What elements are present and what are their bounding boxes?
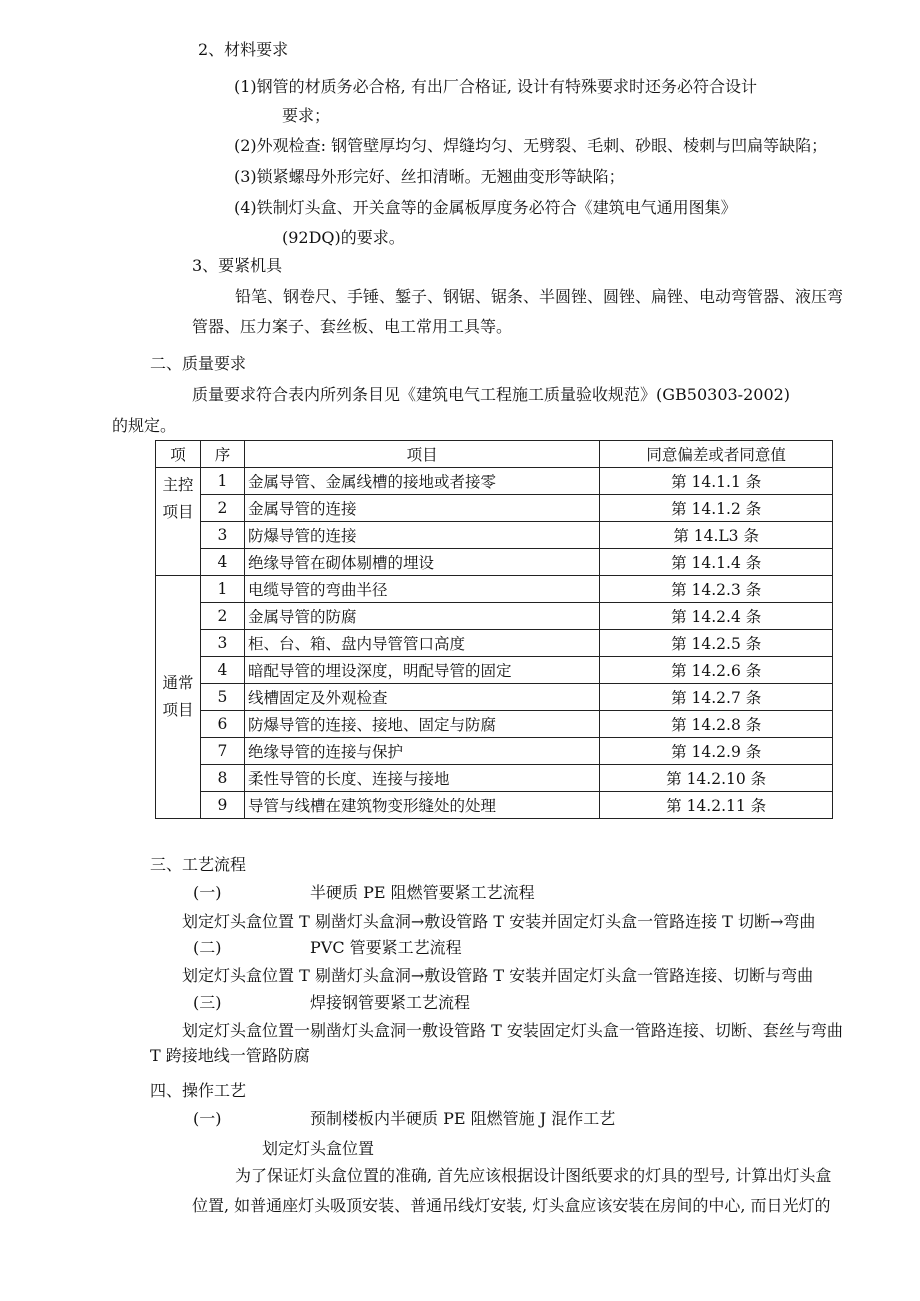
operation-1-title: 预制楼板内半硬质 PE 阻燃管施 J 混作工艺 [310,1109,616,1128]
group-general: 通常项目 [156,576,201,819]
material-item-4-cont: (92DQ)的要求。 [282,228,405,247]
material-item-3: (3)锁紧螺母外形完好、丝扣清晰。无翘曲变形等缺陷； [234,167,625,186]
operation-1-paragraph: 为了保证灯头盒位置的准确, 首先应该根据设计图纸要求的灯具的型号, 计算出灯头盒 [235,1166,832,1185]
section-quality-heading: 二、质量要求 [150,354,247,373]
row-ref: 第 14.2.9 条 [600,738,833,765]
table-row [156,468,833,495]
row-ref: 第 14.2.3 条 [600,576,833,603]
row-item: 导管与线槽在建筑物变形缝处的处理 [244,792,599,819]
process-3-number: (三) [193,993,222,1012]
header-category: 项 [156,441,201,468]
quality-paragraph: 质量要求符合表内所列条目见《建筑电气工程施工质量验收规范》(GB50303-2002) [192,385,791,404]
row-number: 5 [200,684,244,711]
row-number: 2 [200,495,244,522]
quality-paragraph-cont: 的规定。 [112,416,177,435]
row-item: 金属导管的连接 [244,495,599,522]
operation-1-paragraph-cont: 位置, 如普通座灯头吸顶安装、普通吊线灯安装, 灯头盒应该安装在房间的中心, 而日光灯的 [192,1196,831,1215]
table-row [156,765,833,792]
material-item-4: (4)铁制灯头盒、开关盒等的金属板厚度务必符合《建筑电气通用图集》 [234,198,737,217]
row-item: 绝缘导管的连接与保护 [244,738,599,765]
row-item: 柔性导管的长度、连接与接地 [244,765,599,792]
row-item: 电缆导管的弯曲半径 [244,576,599,603]
row-ref: 第 14.1.1 条 [600,468,833,495]
row-number: 3 [200,630,244,657]
row-number: 3 [200,522,244,549]
row-item: 线槽固定及外观检查 [244,684,599,711]
material-item-1-cont: 要求； [282,106,331,125]
row-number: 4 [200,657,244,684]
row-item: 暗配导管的埋设深度，明配导管的固定 [244,657,599,684]
row-item: 防爆导管的连接 [244,522,599,549]
row-number: 1 [200,576,244,603]
process-3-title: 焊接钢管要紧工艺流程 [310,993,471,1012]
row-number: 9 [200,792,244,819]
row-item: 防爆导管的连接、接地、固定与防腐 [244,711,599,738]
header-item: 项目 [244,441,599,468]
process-1-flow: 划定灯头盒位置 T 剔凿灯头盒洞→敷设管路 T 安装并固定灯头盒一管路连接 T 切断→弯曲 [182,912,816,931]
tools-paragraph: 铅笔、钢卷尺、手锤、錾子、钢锯、锯条、半圆锉、圆锉、扁锉、电动弯管器、液压弯 [235,287,844,306]
table-row [156,738,833,765]
table-header-row [156,441,833,468]
section-operation-heading: 四、操作工艺 [150,1081,247,1100]
row-item: 金属导管、金属线槽的接地或者接零 [244,468,599,495]
table-row [156,657,833,684]
process-3-flow-cont: T 跨接地线一管路防腐 [150,1046,310,1065]
group-main-control: 主控项目 [156,468,201,576]
material-item-1: (1)钢管的材质务必合格, 有出厂合格证, 设计有特殊要求时还务必符合设计 [234,77,758,96]
section-tools-heading: 3、要紧机具 [192,256,283,275]
process-2-number: (二) [193,938,222,957]
row-ref: 第 14.2.10 条 [600,765,833,792]
quality-table [155,440,833,819]
header-number: 序 [200,441,244,468]
row-item: 柜、台、箱、盘内导管管口高度 [244,630,599,657]
table-row [156,792,833,819]
operation-1-number: (一) [193,1109,222,1128]
table-row [156,684,833,711]
row-ref: 第 14.2.8 条 [600,711,833,738]
row-number: 4 [200,549,244,576]
row-item: 绝缘导管在砌体剔槽的埋设 [244,549,599,576]
row-number: 6 [200,711,244,738]
row-ref: 第 14.2.5 条 [600,630,833,657]
row-number: 2 [200,603,244,630]
process-1-title: 半硬质 PE 阻燃管要紧工艺流程 [310,883,535,902]
row-ref: 第 14.L3 条 [600,522,833,549]
table-row [156,603,833,630]
table-row [156,630,833,657]
process-2-flow: 划定灯头盒位置 T 剔凿灯头盒洞→敷设管路 T 安装并固定灯头盒一管路连接、切断与弯曲 [182,966,814,985]
row-ref: 第 14.1.4 条 [600,549,833,576]
section-process-heading: 三、工艺流程 [150,855,247,874]
table-row [156,522,833,549]
row-ref: 第 14.1.2 条 [600,495,833,522]
tools-paragraph-cont: 管器、压力案子、套丝板、电工常用工具等。 [192,317,513,336]
section-materials-heading: 2、材料要求 [198,40,289,59]
row-number: 1 [200,468,244,495]
row-number: 8 [200,765,244,792]
row-number: 7 [200,738,244,765]
operation-1-subheading: 划定灯头盒位置 [262,1139,375,1158]
process-2-title: PVC 管要紧工艺流程 [310,938,462,957]
row-ref: 第 14.2.7 条 [600,684,833,711]
material-item-2: (2)外观检查: 钢管壁厚均匀、焊缝均匀、无劈裂、毛刺、砂眼、棱刺与凹扁等缺陷； [234,136,828,155]
table-row [156,495,833,522]
table-row [156,576,833,603]
row-ref: 第 14.2.6 条 [600,657,833,684]
header-tolerance: 同意偏差或者同意值 [600,441,833,468]
table-row [156,549,833,576]
row-ref: 第 14.2.11 条 [600,792,833,819]
table-row [156,711,833,738]
row-item: 金属导管的防腐 [244,603,599,630]
process-1-number: (一) [193,883,222,902]
process-3-flow: 划定灯头盒位置一剔凿灯头盒洞一敷设管路 T 安装固定灯头盒一管路连接、切断、套丝与弯曲 [182,1021,843,1040]
row-ref: 第 14.2.4 条 [600,603,833,630]
